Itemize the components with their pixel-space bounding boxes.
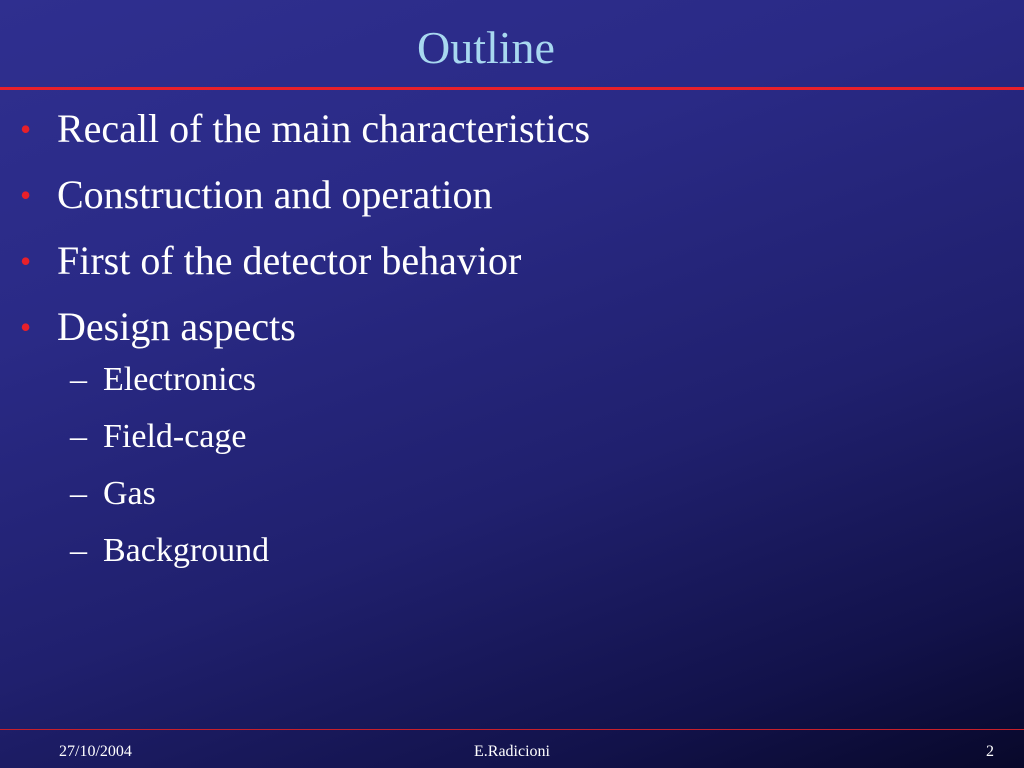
bullet-text: First of the detector behavior — [57, 238, 522, 283]
sub-bullet-item — [0, 530, 1000, 587]
sub-bullet-marker: – — [70, 361, 87, 398]
slide-title: Outline — [417, 22, 555, 73]
sub-bullet-item — [0, 416, 1000, 473]
bullet-marker: • — [20, 243, 32, 279]
bullet-item — [0, 302, 1000, 359]
sub-bullet-text: Gas — [103, 475, 156, 512]
sub-bullet-marker: – — [70, 532, 87, 569]
sub-bullet-text: Background — [103, 532, 270, 569]
footer-author: E.Radicioni — [474, 743, 550, 760]
sub-bullet-item — [0, 473, 1000, 530]
sub-bullet-item — [0, 359, 1000, 416]
footer-date: 27/10/2004 — [59, 743, 132, 760]
footer-divider — [0, 729, 1024, 730]
bullet-item — [0, 170, 1000, 236]
bullet-marker: • — [20, 177, 32, 213]
bullet-text: Recall of the main characteristics — [57, 106, 591, 151]
bullet-marker: • — [20, 111, 32, 147]
sub-bullet-marker: – — [70, 418, 87, 455]
sub-bullet-text: Field-cage — [103, 418, 247, 455]
bullet-list — [0, 104, 1000, 587]
sub-bullet-text: Electronics — [103, 361, 256, 398]
bullet-item — [0, 104, 1000, 170]
bullet-item — [0, 236, 1000, 302]
bullet-text: Construction and operation — [57, 172, 493, 217]
bullet-text: Design aspects — [57, 304, 296, 349]
bullet-marker: • — [20, 309, 32, 345]
title-divider — [0, 87, 1024, 90]
sub-bullet-marker: – — [70, 475, 87, 512]
page-number: 2 — [986, 743, 994, 760]
